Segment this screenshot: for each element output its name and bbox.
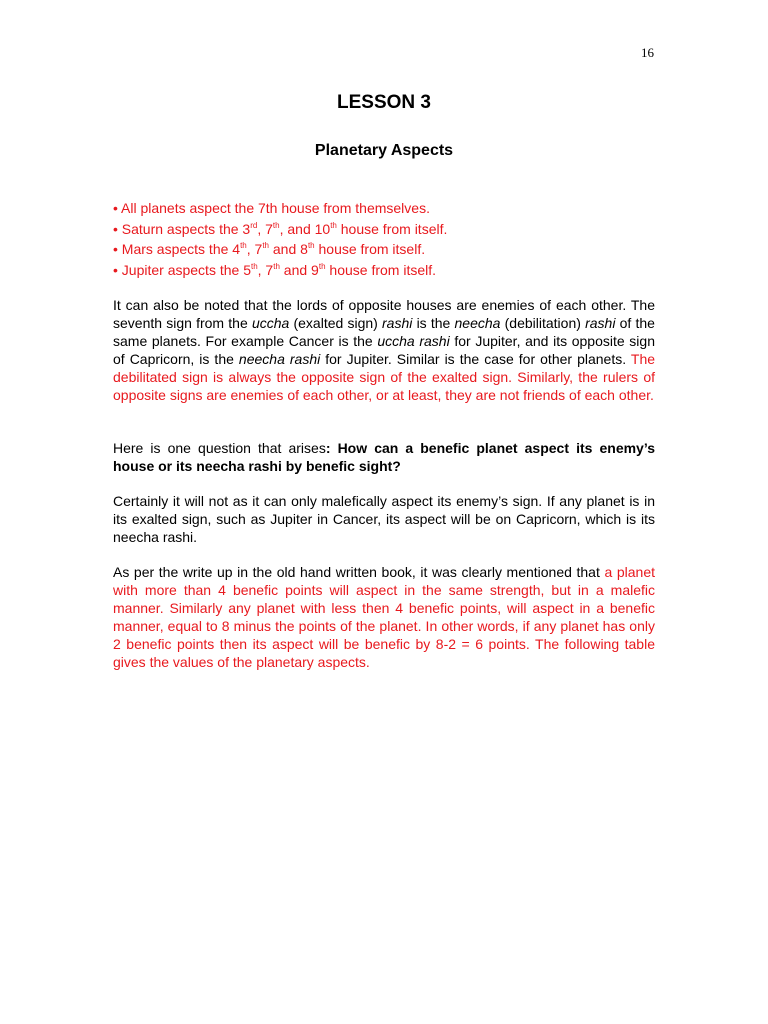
text-run: of the same planets. For example Cancer is the (113, 315, 655, 349)
text-run: As per the write up in the old hand written book, it was clearly mentioned that (113, 564, 605, 580)
question-text: : How can a benefic planet aspect its enemy’s house or its neecha rashi by benefic sight? (113, 440, 656, 474)
text-run: is the (412, 315, 455, 331)
ordinal-suffix: th (318, 261, 326, 271)
text-run: It can also be noted that the lords of opposite houses are enemies of each other. The seventh sign from the (113, 297, 655, 331)
bullet-item-mars (113, 239, 655, 260)
term-neecha-rashi: neecha rashi (238, 351, 321, 367)
ordinal-suffix: rd (250, 220, 258, 230)
bullet-text: house from itself. (336, 220, 448, 237)
paragraph-question (113, 439, 655, 475)
text-run: Certainly it will not as it can only malefically aspect its enemy’s sign. If any planet is in its exalted sign, such as Jupiter in Cancer, its aspect will be on Capricorn, which is its neecha rashi. (113, 493, 655, 545)
bullet-text: , 7 (257, 220, 273, 237)
ordinal-suffix: th (272, 220, 280, 230)
bullet-item-all-planets (113, 198, 655, 219)
text-run: Here is one question that arises (113, 440, 326, 456)
bullet-text: and 9 (279, 261, 319, 278)
ordinal-suffix: th (307, 241, 315, 250)
paragraph-benefic-points (113, 563, 655, 671)
bullet-text: house from itself. (314, 241, 426, 257)
term-neecha: neecha (454, 315, 501, 331)
bullet-text: • Saturn aspects the 3 (113, 220, 251, 237)
bullet-text: , 7 (246, 241, 263, 257)
term-rashi: rashi (585, 315, 616, 331)
ordinal-suffix: th (330, 220, 337, 230)
term-rashi: rashi (382, 315, 413, 331)
bullet-text: • Jupiter aspects the 5 (113, 261, 251, 278)
lesson-title: LESSON 3 (337, 92, 431, 113)
highlighted-text: a planet with more than 4 benefic points will aspect in the same strength, but in a malefic manner. Similarly any planet with less then 4 benefic points, will aspect in a benefic manner, equal to 8 minus the points of the planet. In other words, if any planet has only 2 benefic points then its aspect will be benefic by 8-2 = 6 points. The following table gives the values of the planetary aspects. (113, 564, 655, 670)
bullet-text: , 7 (257, 261, 274, 278)
section-title: Planetary Aspects (314, 142, 454, 159)
bullet-item-jupiter (113, 260, 655, 281)
term-uccha-rashi: uccha rashi (377, 333, 450, 349)
bullet-text: house from itself. (325, 261, 437, 278)
paragraph-answer (113, 492, 655, 546)
bullet-text: • Mars aspects the 4 (113, 241, 241, 257)
highlighted-text: The debilitated sign is always the opposite sign of the exalted sign. Similarly, the rulers of opposite signs are enemies of each other, or at least, they are not friends of each other. (113, 351, 656, 403)
text-run: for Jupiter, and its opposite sign of Capricorn, is the (113, 333, 655, 367)
ordinal-suffix: th (273, 261, 280, 271)
ordinal-suffix: th (250, 261, 258, 271)
paragraph-opposite-houses (113, 296, 655, 404)
bullet-item-saturn (113, 219, 655, 240)
bullet-text: • All planets aspect the 7th house from themselves. (113, 200, 430, 216)
text-run: for Jupiter. Similar is the case for other planets. (320, 351, 631, 367)
bullet-text: , and 10 (279, 220, 331, 237)
text-run: (debilitation) (500, 315, 586, 331)
text-run: (exalted sign) (289, 315, 383, 331)
aspect-bullet-list (113, 198, 655, 280)
term-uccha: uccha (251, 315, 290, 331)
page-number: 16 (641, 45, 654, 60)
ordinal-suffix: th (240, 241, 247, 250)
bullet-text: and 8 (269, 241, 308, 257)
ordinal-suffix: th (262, 241, 269, 250)
